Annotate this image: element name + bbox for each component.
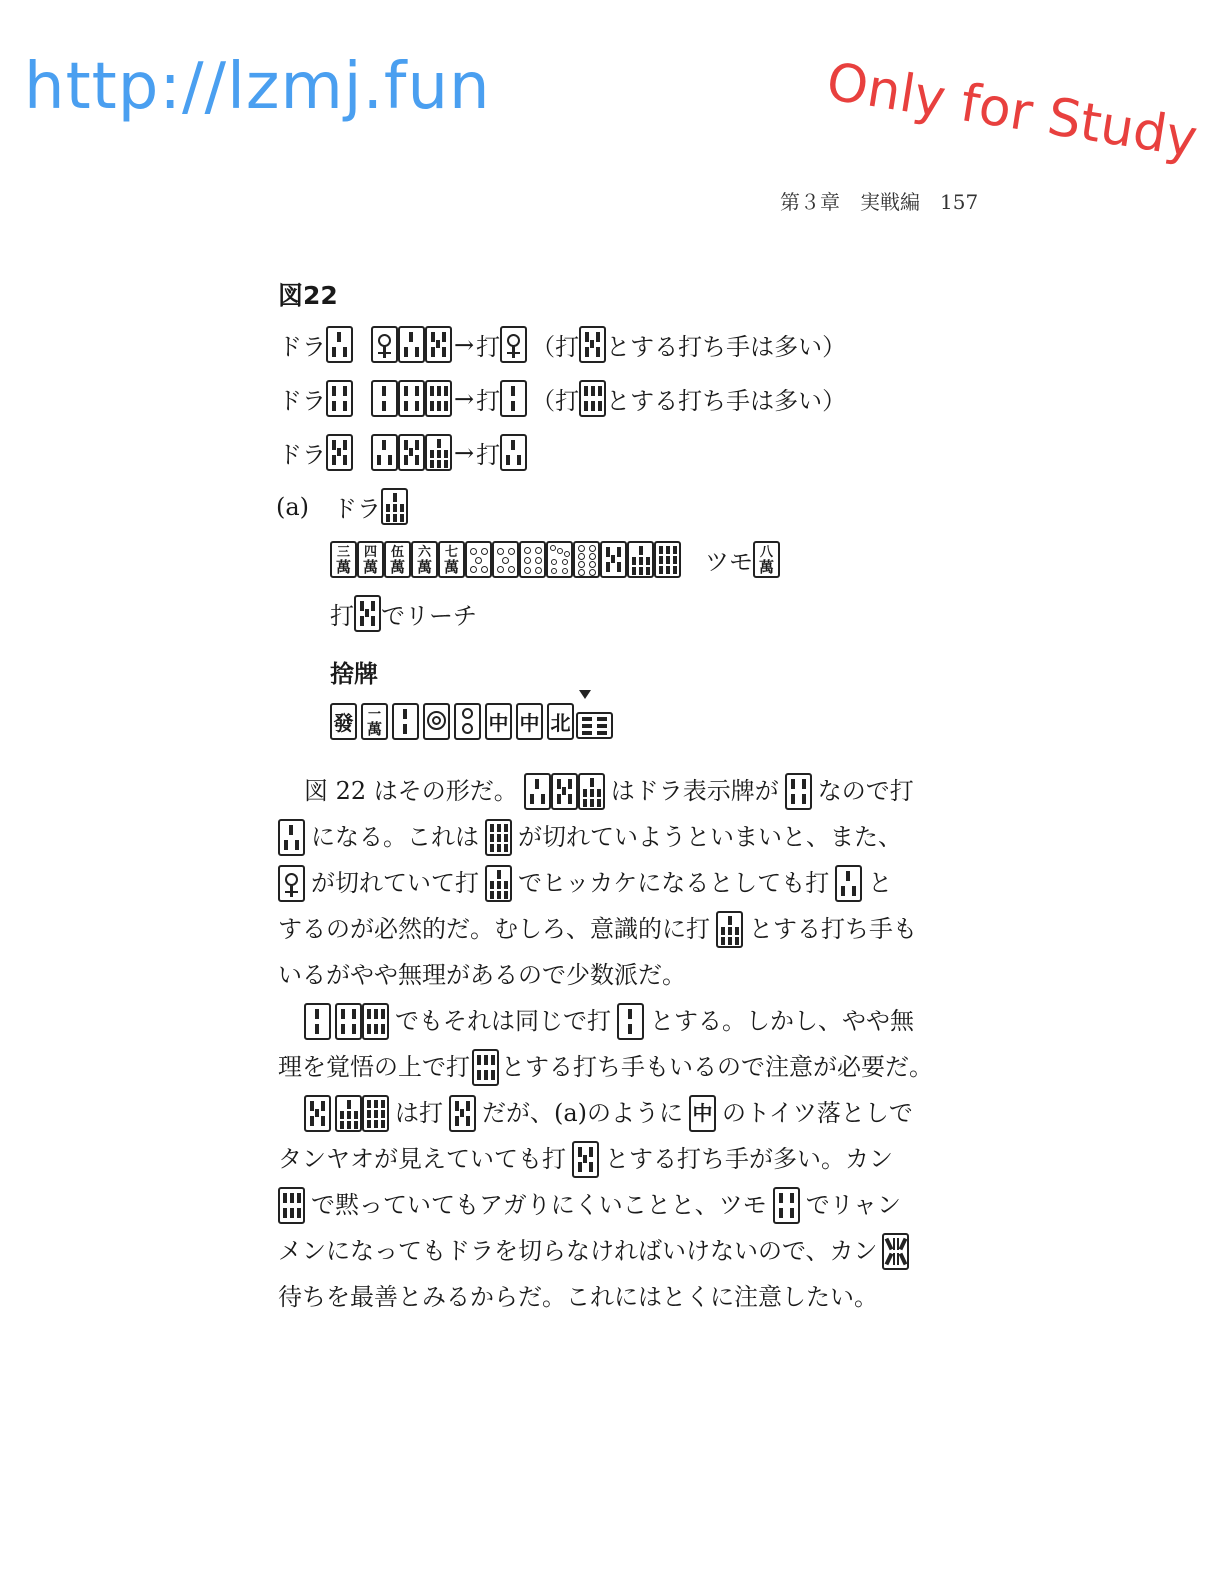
watermark-url: http://lzmj.fun <box>24 50 491 124</box>
sou-3-tile <box>524 773 551 810</box>
para-text: が切れていようといまいと、また、 <box>518 823 902 851</box>
sou-3-tile <box>326 326 353 363</box>
sou-3-tile <box>278 819 305 856</box>
tile-suit: 萬 <box>443 557 459 576</box>
case-a-label: (a) <box>276 492 310 521</box>
tile-number: 四 <box>363 544 377 560</box>
dora-label: ドラ <box>278 441 326 469</box>
case-a-dora-line <box>276 488 408 525</box>
figure-line-2 <box>278 380 846 417</box>
paragraph-1-line-2 <box>278 814 902 860</box>
sou-5-tile <box>326 434 353 471</box>
sou-3-tile <box>398 326 425 363</box>
man-6-tile <box>411 541 438 578</box>
sou-6-tile <box>579 380 606 417</box>
arrow-text: → <box>454 384 475 413</box>
man-8-tile <box>753 541 780 578</box>
discard-label: 打 <box>476 333 501 361</box>
tile-char: 中 <box>692 1101 713 1125</box>
watermark-study: Only for Study <box>822 52 1202 170</box>
man-3-tile <box>330 541 357 578</box>
para-text: とする打ち手が多い。カン <box>605 1145 893 1173</box>
sou-3-tile <box>835 865 862 902</box>
sou-1-bird-tile <box>500 326 527 363</box>
man-7-tile <box>438 541 465 578</box>
paragraph-2-line-2 <box>278 1044 933 1090</box>
tsumo-label: ツモ <box>705 548 753 576</box>
running-head: 第３章 実戦編 157 <box>780 190 979 214</box>
riichi-marker <box>579 690 591 699</box>
pei-tile <box>547 703 574 740</box>
tile-number: 三 <box>336 544 350 560</box>
sou-4-tile <box>785 773 812 810</box>
tile-char: 發 <box>333 711 354 735</box>
riichi-label: でリーチ <box>381 602 477 630</box>
sou-4-tile <box>335 1003 362 1040</box>
para-text: になる。これは <box>311 823 479 851</box>
sou-5-tile <box>425 326 452 363</box>
pin-2-tile <box>454 703 481 740</box>
discard-label: 打 <box>330 602 354 630</box>
para-text: でもそれは同じで打 <box>395 1007 611 1035</box>
sou-7-tile <box>716 911 743 948</box>
para-text: と <box>868 869 893 897</box>
pin-6-tile <box>519 541 546 578</box>
paragraph-3-line-2 <box>278 1136 893 1182</box>
sou-4-tile <box>326 380 353 417</box>
tile-char: 中 <box>519 711 540 735</box>
sou-5-tile <box>449 1095 476 1132</box>
sou-5-tile <box>398 434 425 471</box>
tile-suit: 萬 <box>362 557 378 576</box>
arrow-text: → <box>454 438 475 467</box>
sou-6-tile <box>472 1049 499 1086</box>
sou-5-tile <box>572 1141 599 1178</box>
para-text: とする打ち手もいるので注意が必要だ。 <box>501 1053 933 1081</box>
note-open: （打 <box>531 387 580 415</box>
para-text: 待ちを最善とみるからだ。これにはとくに注意したい。 <box>278 1283 878 1311</box>
dora-label: ドラ <box>278 387 326 415</box>
para-text: メンになってもドラを切らなければいけないので、カン <box>278 1237 878 1265</box>
sou-1-bird-tile <box>371 326 398 363</box>
sou-7-tile <box>381 488 408 525</box>
sou-6-tile <box>425 380 452 417</box>
note-close: とする打ち手は多い） <box>606 387 847 415</box>
tile-char: 中 <box>488 711 509 735</box>
pin-8-tile <box>573 541 600 578</box>
discards-heading: 捨牌 <box>330 660 378 688</box>
discards-row <box>330 703 613 740</box>
sou-5-tile <box>600 541 627 578</box>
para-text: タンヤオが見えていても打 <box>278 1145 566 1173</box>
para-text: とする。しかし、やや無 <box>650 1007 914 1035</box>
tile-number: 七 <box>444 544 458 560</box>
paragraph-3-line-3 <box>278 1182 901 1228</box>
para-text: で黙っていてもアガりにくいことと、ツモ <box>311 1191 767 1219</box>
sou-2-tile <box>304 1003 331 1040</box>
sou-5-tile <box>304 1095 331 1132</box>
paragraph-1-line-1 <box>304 768 914 814</box>
man-5-tile <box>384 541 411 578</box>
pin-5-tile <box>465 541 492 578</box>
sou-2-tile <box>500 380 527 417</box>
figure-line-1 <box>278 326 846 363</box>
chun-tile <box>516 703 543 740</box>
para-text: でヒッカケになるとしても打 <box>518 869 830 897</box>
paragraph-1-line-5 <box>278 952 686 998</box>
sou-1-bird-tile <box>278 865 305 902</box>
sou-6-tile <box>362 1003 389 1040</box>
note-close: とする打ち手は多い） <box>606 333 847 361</box>
tile-number: 伍 <box>390 544 404 560</box>
para-text: 理を覚悟の上で打 <box>278 1053 470 1081</box>
sou-7-tile <box>425 434 452 471</box>
paragraph-1-line-3 <box>278 860 892 906</box>
chun-tile <box>689 1095 716 1132</box>
arrow-text: → <box>454 330 475 359</box>
pin-1-tile <box>423 703 450 740</box>
dora-label: ドラ <box>333 495 382 523</box>
man-4-tile <box>357 541 384 578</box>
sou-5-tile <box>354 595 381 632</box>
sou-7-tile <box>578 773 605 810</box>
para-text: とする打ち手も <box>749 915 917 943</box>
tile-number: 八 <box>759 544 773 560</box>
para-text: 図 22 はその形だ。 <box>304 777 518 805</box>
para-text: でリャン <box>805 1191 902 1219</box>
sou-4-tile <box>773 1187 800 1224</box>
sou-9-tile <box>654 541 681 578</box>
sou-7-tile <box>485 865 512 902</box>
figure-line-3 <box>278 434 527 471</box>
sou-6-tile <box>278 1187 305 1224</box>
dora-label: ドラ <box>278 333 326 361</box>
note-open: （打 <box>531 333 580 361</box>
para-text: のトイツ落としで <box>722 1099 913 1127</box>
paragraph-2-line-1 <box>304 998 914 1044</box>
tile-suit: 萬 <box>758 557 774 576</box>
paragraph-3-line-5 <box>278 1274 878 1320</box>
case-a-hand <box>330 541 780 578</box>
para-text: はドラ表示牌が <box>610 777 779 805</box>
tile-number: 六 <box>417 544 431 560</box>
sou-9-tile <box>485 819 512 856</box>
paragraph-3-line-4 <box>278 1228 915 1274</box>
sou-7-tile <box>627 541 654 578</box>
man-1-tile <box>361 703 388 740</box>
figure-title: 図22 <box>278 281 338 310</box>
para-text: いるがやや無理があるので少数派だ。 <box>278 961 686 989</box>
para-text: なので打 <box>817 777 914 805</box>
discard-label: 打 <box>476 441 501 469</box>
discard-label: 打 <box>476 387 501 415</box>
paragraph-3-line-1 <box>304 1090 913 1136</box>
tile-suit: 萬 <box>389 557 405 576</box>
sou-7-tile <box>335 1095 362 1132</box>
sou-5-tile <box>551 773 578 810</box>
tile-number: 一 <box>367 706 381 722</box>
sou-6-sideways-tile <box>576 712 613 739</box>
para-text: は打 <box>395 1099 443 1127</box>
pin-5-tile <box>492 541 519 578</box>
sou-3-tile <box>500 434 527 471</box>
tile-char: 北 <box>550 711 571 735</box>
para-text: するのが必然的だ。むしろ、意識的に打 <box>278 915 710 943</box>
para-text: だが、(a)のように <box>482 1099 684 1127</box>
sou-9-tile <box>362 1095 389 1132</box>
sou-2-tile <box>617 1003 644 1040</box>
para-text: が切れていて打 <box>311 869 479 897</box>
pin-7-tile <box>546 541 573 578</box>
sou-4-tile <box>398 380 425 417</box>
sou-3-tile <box>371 434 398 471</box>
chun-tile <box>485 703 512 740</box>
sou-5-tile <box>579 326 606 363</box>
tile-suit: 萬 <box>416 557 432 576</box>
tile-suit: 萬 <box>335 557 351 576</box>
sou-2-tile <box>371 380 398 417</box>
sou-8-tile <box>882 1233 909 1270</box>
hatsu-tile <box>330 703 357 740</box>
sou-2-tile <box>392 703 419 740</box>
tile-suit: 萬 <box>366 719 382 738</box>
case-a-riichi-line <box>330 595 477 632</box>
paragraph-1-line-4 <box>278 906 917 952</box>
